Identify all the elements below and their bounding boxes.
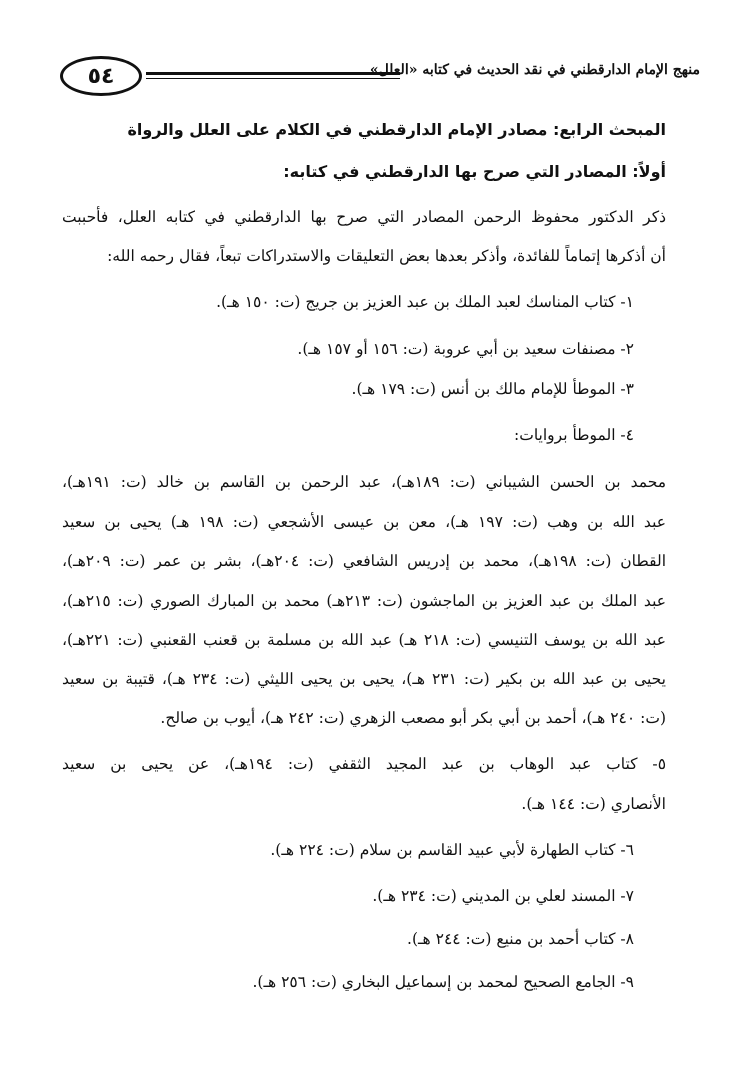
narrator-line: محمد بن الحسن الشيباني (ت: ١٨٩هـ)، عبد الرحمن بن القاسم بن خالد (ت: ١٩١هـ)، bbox=[62, 473, 667, 491]
narrator-line: (ت: ٢٤٠ هـ)، أحمد بن أبي بكر أبو مصعب الزهري (ت: ٢٤٢ هـ)، أيوب بن صالح. bbox=[160, 709, 666, 727]
list-item: ٤- الموطأ بروايات: bbox=[514, 426, 634, 444]
running-title: منهج الإمام الدارقطني في نقد الحديث في كتابه «العلل» bbox=[369, 62, 700, 78]
list-item: ٨- كتاب أحمد بن منيع (ت: ٢٤٤ هـ). bbox=[407, 930, 634, 948]
intro-line: ذكر الدكتور محفوظ الرحمن المصادر التي صرح بها الدارقطني في كتابه العلل، فأحببت bbox=[62, 208, 666, 226]
list-item-continuation: الأنصاري (ت: ١٤٤ هـ). bbox=[521, 795, 666, 813]
narrator-line: عبد الملك بن عبد العزيز بن الماجشون (ت: ٢١٣هـ) محمد بن المبارك الصوري (ت: ٢١٥هـ)، bbox=[62, 592, 666, 610]
list-item: ٧- المسند لعلي بن المديني (ت: ٢٣٤ هـ). bbox=[372, 887, 634, 905]
page-header bbox=[60, 56, 700, 100]
list-item: ٩- الجامع الصحيح لمحمد بن إسماعيل البخاري (ت: ٢٥٦ هـ). bbox=[252, 973, 634, 991]
narrator-line: القطان (ت: ١٩٨هـ)، محمد بن إدريس الشافعي (ت: ٢٠٤هـ)، بشر بن عمر (ت: ٢٠٩هـ)، bbox=[62, 552, 666, 570]
header-rule-thin bbox=[146, 78, 400, 79]
narrator-line: عبد الله بن يوسف التنيسي (ت: ٢١٨ هـ) عبد الله بن مسلمة بن قعنب القعنبي (ت: ٢٢١هـ)، bbox=[62, 631, 667, 649]
section-subheading: أولاً: المصادر التي صرح بها الدارقطني في كتابه: bbox=[283, 162, 666, 181]
list-item: ٣- الموطأ للإمام مالك بن أنس (ت: ١٧٩ هـ). bbox=[351, 380, 634, 398]
list-item: ٢- مصنفات سعيد بن أبي عروبة (ت: ١٥٦ أو ١٥٧ هـ). bbox=[297, 340, 634, 358]
list-item: ١- كتاب المناسك لعبد الملك بن عبد العزيز بن جريج (ت: ١٥٠ هـ). bbox=[216, 293, 634, 311]
list-item: ٥- كتاب عبد الوهاب بن عبد المجيد الثقفي (ت: ١٩٤هـ)، عن يحيى بن سعيد bbox=[62, 755, 667, 773]
intro-line: أن أذكرها إتماماً للفائدة، وأذكر بعدها بعض التعليقات والاستدراكات تبعاً، فقال رحمه الله: bbox=[107, 247, 666, 265]
section-heading: المبحث الرابع: مصادر الإمام الدارقطني في الكلام على العلل والرواة bbox=[127, 120, 666, 139]
narrator-line: عبد الله بن وهب (ت: ١٩٧ هـ)، معن بن عيسى الأشجعي (ت: ١٩٨ هـ) يحيى بن سعيد bbox=[62, 513, 666, 531]
list-item: ٦- كتاب الطهارة لأبي عبيد القاسم بن سلام (ت: ٢٢٤ هـ). bbox=[270, 841, 634, 859]
header-rule-thick bbox=[146, 72, 400, 75]
page-number: ٥٤ bbox=[60, 56, 142, 96]
narrator-line: يحيى بن عبد الله بن بكير (ت: ٢٣١ هـ)، يحيى بن يحيى الليثي (ت: ٢٣٤ هـ)، قتيبة بن سعيد bbox=[62, 670, 666, 688]
